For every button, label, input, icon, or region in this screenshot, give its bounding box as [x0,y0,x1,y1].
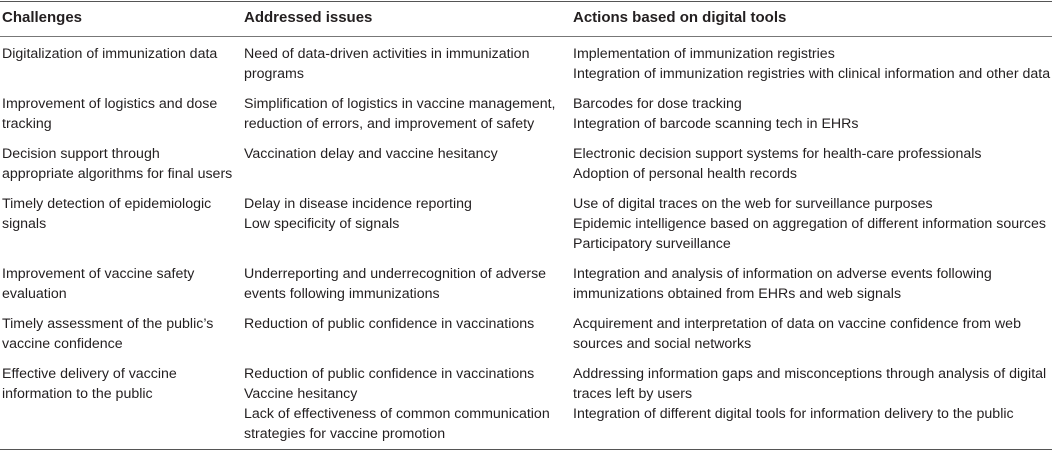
cell-challenge [2,144,238,184]
cell-challenge [2,44,238,64]
cell-challenge [2,194,238,234]
cell-text-line: Improvement of logistics and dose [2,96,218,112]
cell-text-line: traces left by users [573,386,693,402]
cell-text-line: Improvement of vaccine safety [2,266,195,282]
cell-text-line: Vaccine hesitancy [244,386,358,402]
cell-actions [573,194,1051,254]
cell-text-line: sources and social networks [573,336,752,352]
cell-text-line: information to the public [2,386,153,402]
header-challenges: Challenges [2,9,83,26]
cell-text-line: Lack of effectiveness of common communication [244,406,550,422]
cell-text-line: Acquirement and interpretation of data on vaccine confidence from web [573,316,1021,332]
cell-text-line: Participatory surveillance [573,236,731,252]
header-actions: Actions based on digital tools [573,9,787,26]
cell-text-line: Need of data-driven activities in immunization [244,46,530,62]
cell-text-line: Addressing information gaps and misconceptions through analysis of digital [573,366,1047,382]
cell-addressed-issues [244,364,566,444]
cell-challenge [2,264,238,304]
cell-text-line: appropriate algorithms for final users [2,166,233,182]
cell-text-line: Adoption of personal health records [573,166,797,182]
cell-text-line: Integration of different digital tools for information delivery to the public [573,406,1014,422]
cell-addressed-issues [244,194,566,234]
table-header-row [0,8,1052,32]
cell-actions [573,94,1051,134]
cell-text-line: reduction of errors, and improvement of safety [244,116,535,132]
cell-actions [573,264,1051,304]
cell-challenge [2,364,238,404]
cell-actions [573,44,1051,84]
cell-text-line: tracking [2,116,52,132]
cell-challenge [2,314,238,354]
cell-addressed-issues [244,314,566,334]
cell-actions [573,314,1051,354]
cell-text-line: Delay in disease incidence reporting [244,196,472,212]
cell-text-line: Barcodes for dose tracking [573,96,742,112]
cell-addressed-issues [244,144,566,164]
cell-text-line: Vaccination delay and vaccine hesitancy [244,146,498,162]
table-header-rule [0,36,1052,37]
table-bottom-rule [0,449,1052,450]
cell-addressed-issues [244,44,566,84]
cell-text-line: Use of digital traces on the web for surveillance purposes [573,196,933,212]
cell-text-line: Integration of barcode scanning tech in EHRs [573,116,859,132]
cell-text-line: strategies for vaccine promotion [244,426,446,442]
cell-text-line: Decision support through [2,146,160,162]
header-addressed-issues: Addressed issues [244,9,373,26]
cell-text-line: Integration and analysis of information on adverse events following [573,266,992,282]
cell-text-line: programs [244,66,304,82]
cell-actions [573,364,1051,424]
cell-addressed-issues [244,264,566,304]
cell-addressed-issues [244,94,566,134]
cell-text-line: Reduction of public confidence in vaccinations [244,316,535,332]
cell-text-line: Timely detection of epidemiologic [2,196,212,212]
cell-text-line: Integration of immunization registries with clinical information and other data [573,66,1051,82]
table-top-rule [0,1,1052,2]
cell-text-line: Digitalization of immunization data [2,46,218,62]
cell-text-line: Low specificity of signals [244,216,400,232]
cell-text-line: Simplification of logistics in vaccine management, [244,96,556,112]
cell-text-line: signals [2,216,47,232]
cell-text-line: Electronic decision support systems for health-care professionals [573,146,982,162]
cell-text-line: Timely assessment of the public’s [2,316,214,332]
cell-text-line: immunizations obtained from EHRs and web signals [573,286,902,302]
cell-text-line: Implementation of immunization registries [573,46,835,62]
cell-text-line: Underreporting and underrecognition of adverse [244,266,547,282]
cell-text-line: Epidemic intelligence based on aggregation of different information sources [573,216,1046,232]
cell-text-line: vaccine confidence [2,336,123,352]
cell-text-line: Reduction of public confidence in vaccinations [244,366,535,382]
cell-challenge [2,94,238,134]
cell-text-line: events following immunizations [244,286,440,302]
cell-actions [573,144,1051,184]
cell-text-line: evaluation [2,286,67,302]
cell-text-line: Effective delivery of vaccine [2,366,177,382]
